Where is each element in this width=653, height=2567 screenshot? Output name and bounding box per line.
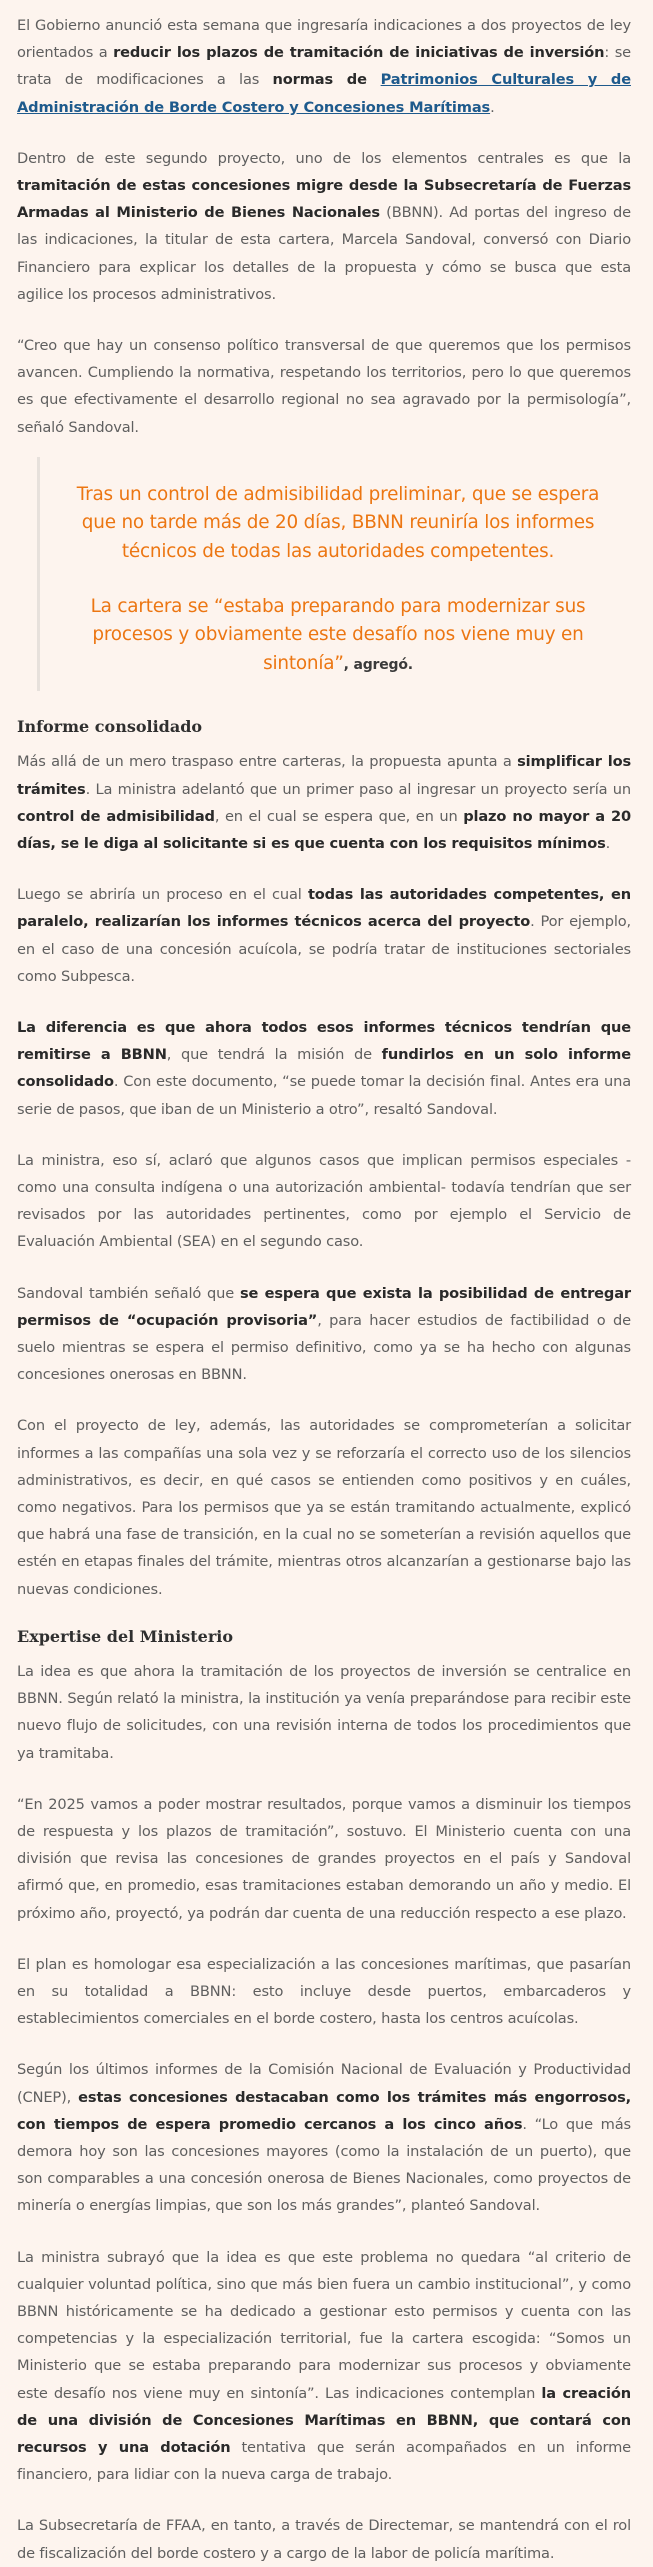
paragraph xyxy=(17,1658,631,1767)
section-heading: Informe consolidado xyxy=(17,717,203,737)
paragraph xyxy=(17,1412,631,1602)
paragraph xyxy=(17,1951,631,2033)
text-run: . xyxy=(490,98,495,116)
paragraph xyxy=(17,1791,631,1927)
pull-quote-attribution: , agregó. xyxy=(343,656,413,673)
bold-text: normas de xyxy=(272,71,381,89)
text-run: “Creo que hay un consenso político transversal de que queremos que los permisos avancen. Cumpliendo la normativa, respetando los territorios, pero lo que queremos es que efectivamente el desarrollo regional no sea agravado por la permisología”, señaló Sandoval. xyxy=(17,337,631,436)
pull-quote-line-1: Tras un control de admisibilidad preliminar, que se espera que no tarde más de 20 días, BBNN reuniría los informes técnicos de todas las autoridades competentes. xyxy=(76,483,600,563)
text-run: La Subsecretaría de FFAA, en tanto, a través de Directemar, se mantendrá con el rol de fiscalización del borde costero y a cargo de la labor de policía marítima. xyxy=(17,2517,631,2562)
pull-quote xyxy=(37,457,631,692)
pull-quote-text xyxy=(70,481,606,567)
bold-text: fundirlos en un solo informe consolidado xyxy=(17,1046,631,1091)
intro-paragraphs xyxy=(17,12,631,441)
text-run: , en el cual se espera que, en un xyxy=(214,807,464,825)
paragraph xyxy=(17,2512,631,2566)
paragraph xyxy=(17,1147,631,1256)
text-run: Con el proyecto de ley, además, las autoridades se comprometerían a solicitar informes a las compañías una sola vez y se reforzaría el correcto uso de los silencios administrativos, es decir, en qué casos se entienden como positivos y en cuáles, como negativos. Para los permisos que ya se están tramitando actualmente, explicó que habrá una fase de transición, en la cual no se someterían a revisión aquellos que estén en etapas finales del trámite, mientras otros alcanzarían a gestionarse bajo las nuevas condiciones. xyxy=(17,1417,631,1598)
text-run: , para hacer estudios de factibilidad o de suelo mientras se espera el permiso definitivo, como ya se ha hecho con algunas concesiones onerosas en BBNN. xyxy=(17,1311,631,1384)
text-run: . La ministra adelantó que un primer paso al ingresar un proyecto sería un xyxy=(85,780,631,798)
text-run: . “Lo que más demora hoy son las concesiones mayores (como la instalación de un puerto), que son comparables a una concesión onerosa de Bienes Nacionales, como proyectos de minería o energías limpias, que son los más grandes”, planteó Sandoval. xyxy=(17,2115,631,2215)
paragraph xyxy=(17,1014,631,1123)
paragraph xyxy=(17,145,631,308)
bold-text: la creación de una división de Concesiones Marítimas en BBNN, que contará con recursos y una dotación xyxy=(17,2384,631,2456)
paragraph xyxy=(17,2244,631,2489)
paragraph xyxy=(17,1280,631,1389)
text-run: Luego se abriría un proceso en el cual xyxy=(17,886,308,904)
text-run: tentativa que serán acompañados en un informe financiero, para lidiar con la nueva carga de trabajo. xyxy=(17,2438,632,2484)
text-run: : se trata de modificaciones a las xyxy=(17,44,631,89)
bold-text: estas concesiones destacaban como los trámites más engorrosos, con tiempos de espera promedio cercanos a los cinco años xyxy=(17,2088,632,2133)
text-run: Sandoval también señaló que xyxy=(17,1284,240,1302)
text-run: Más allá de un mero traspaso entre carteras, la propuesta apunta a xyxy=(17,753,518,771)
paragraph xyxy=(17,332,631,441)
bold-text: reducir los plazos de tramitación de iniciativas de inversión xyxy=(113,44,605,62)
text-run: . Con este documento, “se puede tomar la decisión final. Antes era una serie de pasos, que iban de un Ministerio a otro”, resaltó Sandoval. xyxy=(17,1073,631,1118)
text-run: Dentro de este segundo proyecto, uno de los elementos centrales es que la xyxy=(17,149,631,167)
paragraph xyxy=(17,2056,631,2219)
section-expertise-ministerio xyxy=(17,1658,631,2567)
section-heading: Expertise del Ministerio xyxy=(17,1626,234,1646)
bold-text: tramitación de estas concesiones migre desde la Subsecretaría de Fuerzas Armadas al Ministerio de Bienes Nacionales xyxy=(17,177,631,222)
bold-text: plazo no mayor a 20 días, se le diga al solicitante si es que cuenta con los requisitos mínimos xyxy=(17,807,631,853)
text-run: , que tendrá la misión de xyxy=(166,1046,382,1064)
inline-link[interactable]: Patrimonios Culturales y de Administración de Borde Costero y Concesiones Marítimas xyxy=(17,71,631,116)
pull-quote-line-2: La cartera se “estaba preparando para modernizar sus procesos y obviamente este desafío nos viene muy en sintonía” xyxy=(90,595,586,674)
text-run: El plan es homologar esa especialización a las concesiones marítimas, que pasarían en su totalidad a BBNN: esto incluye desde puertos, embarcaderos y establecimientos comerciales en el borde costero, hasta los centros acuícolas. xyxy=(17,1955,631,2028)
text-run: . Por ejemplo, en el caso de una concesión acuícola, se podría tratar de instituciones sectoriales como Subpesca. xyxy=(17,913,632,985)
text-run: El Gobierno anunció esta semana que ingresaría indicaciones a dos proyectos de ley orientados a xyxy=(17,17,631,62)
paragraph xyxy=(17,12,631,121)
bold-text: La diferencia es que ahora todos esos informes técnicos tendrían que remitirse a BBNN xyxy=(17,1019,631,1064)
text-run: La ministra subrayó que la idea es que este problema no quedara “al criterio de cualquier voluntad política, sino que más bien fuera un cambio institucional”, y como BBNN históricamente se ha dedicado a gestionar esto permisos y cuenta con las competencias y la especialización territorial, fue la cartera escogida: “Somos un Ministerio que se estaba preparando para modernizar sus procesos y obviamente este desafío nos viene muy en sintonía”. Las indicaciones contemplan xyxy=(17,2248,631,2402)
text-run: “En 2025 vamos a poder mostrar resultados, porque vamos a disminuir los tiempos de respuesta y los plazos de tramitación”, sostuvo. El Ministerio cuenta con una división que revisa las concesiones de grandes proyectos en el país y Sandoval afirmó que, en promedio, esas tramitaciones estaban demorando un año y medio. El próximo año, proyectó, ya podrán dar cuenta de una reducción respecto a ese plazo. xyxy=(17,1795,631,1922)
paragraph xyxy=(17,748,631,857)
bold-text: simplificar los trámites xyxy=(17,753,631,798)
text-run: La ministra, eso sí, aclaró que algunos casos que implican permisos especiales -como una consulta indígena o una autorización ambiental- todavía tendrían que ser revisados por las autoridades pertinentes, como por ejemplo el Servicio de Evaluación Ambiental (SEA) en el segundo caso. xyxy=(17,1151,631,1251)
text-run: (BBNN). Ad portas del ingreso de las indicaciones, la titular de esta cartera, Marcela Sandoval, conversó con Diario Financiero para explicar los detalles de la propuesta y cómo se busca que esta agilice los procesos administrativos. xyxy=(17,204,631,303)
pull-quote-text xyxy=(70,593,606,680)
text-run: . xyxy=(605,835,611,853)
text-run: Según los últimos informes de la Comisión Nacional de Evaluación y Productividad (CNEP), xyxy=(17,2061,631,2106)
paragraph xyxy=(17,881,631,990)
text-run: La idea es que ahora la tramitación de los proyectos de inversión se centralice en BBNN. Según relató la ministra, la institución ya venía preparándose para recibir este nuevo flujo de solicitudes, con una revisión interna de todos los procedimientos que ya tramitaba. xyxy=(17,1662,631,1762)
bold-text: se espera que exista la posibilidad de entregar permisos de “ocupación provisoria” xyxy=(17,1284,631,1329)
section-informe-consolidado xyxy=(17,748,631,1602)
bold-text: todas las autoridades competentes, en paralelo, realizarían los informes técnicos acerca del proyecto xyxy=(17,886,631,931)
bold-text: control de admisibilidad xyxy=(17,807,215,825)
